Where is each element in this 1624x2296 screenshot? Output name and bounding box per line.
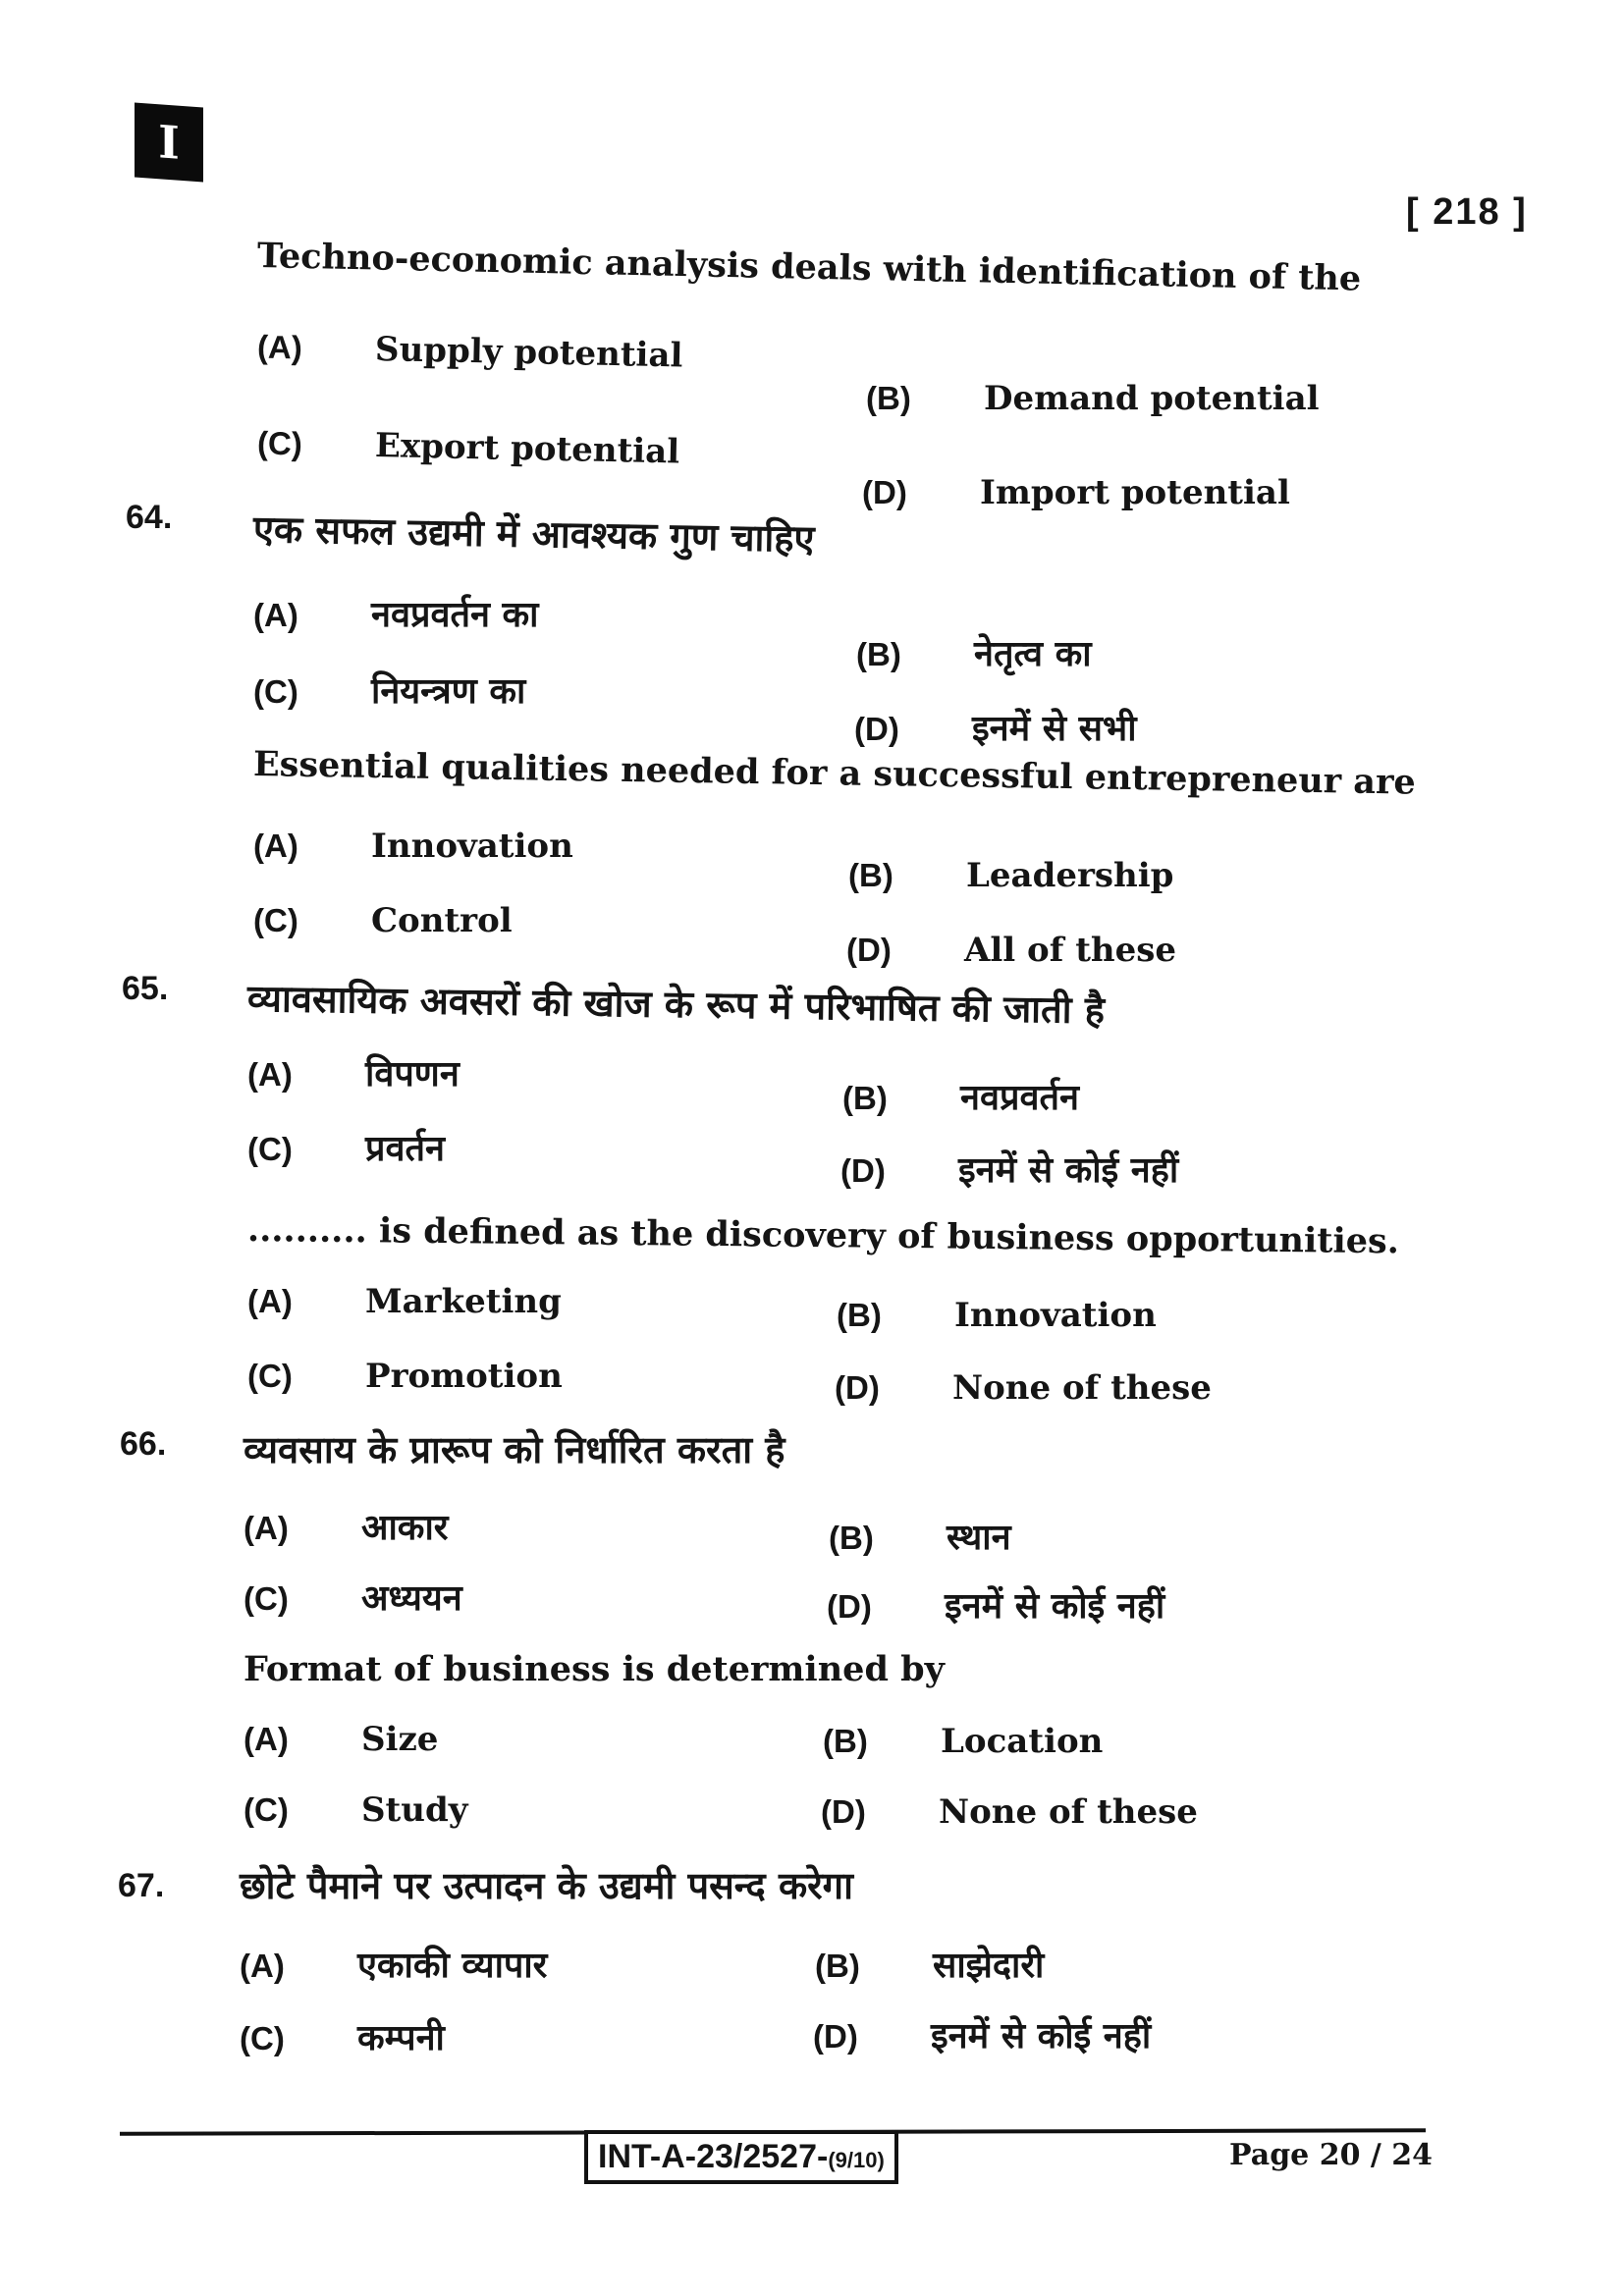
option-label: (A) [240,1948,285,1984]
option-text: कम्पनी [357,2018,445,2058]
option-label: (C) [240,2020,285,2056]
option-label: (C) [247,1358,293,1394]
option-label: (D) [835,1369,880,1406]
option-label: (C) [256,424,303,462]
option-b [856,628,1092,676]
option-b [823,1722,1103,1761]
option-c [257,423,680,471]
booklet-code-suffix: (9/10) [828,2148,885,2172]
option-d [835,1368,1212,1408]
question-number: 66. [120,1425,167,1463]
question-stem-en: Techno-economic analysis deals with identification of the [256,236,1362,299]
option-text: Export potential [374,426,680,472]
option-c [253,666,525,714]
question-number: 64. [126,499,173,536]
question-stem-hi: एक सफल उद्यमी में आवश्यक गुण चाहिए [252,507,815,561]
option-a [244,1502,449,1550]
option-label: (D) [840,1152,886,1189]
option-d [821,1792,1198,1832]
set-badge: I [135,103,203,183]
option-text: विपणन [365,1054,460,1095]
question-stem-en: Essential qualities needed for a successful entrepreneur are [252,744,1417,803]
question-number: 65. [122,970,169,1007]
option-d [854,703,1137,751]
option-label: (B) [815,1948,860,1984]
option-label: (C) [244,1580,289,1617]
option-b [815,1940,1044,1988]
option-c [244,1790,468,1830]
option-label: (B) [829,1520,874,1556]
option-a [244,1720,438,1759]
option-label: (D) [846,932,892,968]
option-label: (A) [247,1056,293,1093]
option-d [862,473,1290,512]
option-text: प्रवर्तन [365,1129,446,1169]
option-label: (D) [827,1588,872,1625]
option-text: Promotion [365,1357,563,1396]
option-label: (A) [256,328,303,366]
option-text: Import potential [980,473,1290,512]
booklet-code-text: INT-A-23/2527- [598,2138,829,2175]
option-label: (A) [253,828,298,864]
option-a [257,327,683,375]
option-c [247,1357,563,1396]
option-label: (C) [244,1791,289,1828]
option-b [837,1296,1157,1335]
option-label: (A) [253,597,298,633]
option-label: (A) [244,1510,289,1546]
option-text: Control [371,901,513,940]
option-label: (D) [813,2018,858,2055]
option-label: (D) [821,1793,866,1830]
option-a [247,1048,460,1096]
option-text: नेतृत्व का [974,634,1092,674]
option-a [253,827,573,866]
option-text: इनमें से कोई नहीं [958,1150,1179,1191]
option-text: Location [941,1722,1104,1761]
option-a [253,589,539,637]
page-number: Page 20 / 24 [1229,2138,1434,2172]
option-text: Marketing [365,1282,562,1321]
option-b [848,856,1173,895]
option-text: नवप्रवर्तन [960,1078,1079,1118]
option-label: (B) [848,857,893,893]
option-text: All of these [964,931,1177,970]
question-stem-hi: व्यावसायिक अवसरों की खोज के रूप में परिभाषित की जाती है [246,977,1106,1033]
option-c [240,2012,445,2060]
question-stem-en: Format of business is determined by [244,1649,945,1689]
option-text: एकाकी व्यापार [357,1946,548,1986]
option-text: Demand potential [984,379,1320,418]
option-text: Supply potential [374,329,683,376]
option-label: (D) [862,474,907,510]
option-text: इनमें से कोई नहीं [945,1586,1165,1627]
option-text: नवप्रवर्तन का [371,595,539,635]
option-label: (C) [253,673,298,710]
booklet-code [584,2130,898,2184]
option-d [846,931,1176,970]
option-text: Size [361,1720,439,1759]
question-stem-hi: छोटे पैमाने पर उत्पादन के उद्यमी पसन्द करेगा [240,1864,853,1907]
option-text: आकार [361,1508,449,1548]
option-text: इनमें से सभी [972,709,1137,749]
option-label: (C) [247,1131,293,1167]
option-label: (C) [253,902,298,938]
option-label: (B) [842,1080,888,1116]
option-d [827,1580,1164,1629]
option-a [247,1282,562,1321]
option-text: स्थान [947,1518,1011,1558]
option-text: इनमें से कोई नहीं [931,2016,1152,2056]
option-label: (A) [244,1721,289,1757]
option-c [244,1573,462,1621]
option-c [253,901,513,940]
option-text: नियन्त्रण का [371,671,526,712]
option-text: साझेदारी [933,1946,1045,1986]
option-label: (B) [823,1723,868,1759]
paper-code: [ 218 ] [1406,191,1528,233]
option-c [247,1123,445,1171]
option-b [866,379,1320,418]
option-b [842,1072,1079,1120]
option-a [240,1940,547,1988]
option-text: Innovation [371,827,573,866]
option-b [829,1512,1011,1560]
option-text: Innovation [954,1296,1157,1335]
question-stem-hi: व्यवसाय के प्रारूप को निर्धारित करता है [244,1428,785,1471]
option-label: (A) [247,1283,293,1319]
option-text: Study [361,1790,468,1830]
question-number: 67. [118,1867,165,1904]
question-stem-en: .......... is defined as the discovery of business opportunities. [246,1209,1400,1262]
option-label: (B) [837,1297,882,1333]
option-text: None of these [939,1792,1198,1832]
option-text: Leadership [966,856,1174,895]
option-text: None of these [952,1368,1212,1408]
option-d [840,1145,1178,1193]
option-d [813,2010,1151,2058]
option-text: अध्ययन [361,1578,462,1619]
option-label: (D) [854,711,899,747]
option-label: (B) [856,636,901,672]
option-label: (B) [866,380,911,416]
